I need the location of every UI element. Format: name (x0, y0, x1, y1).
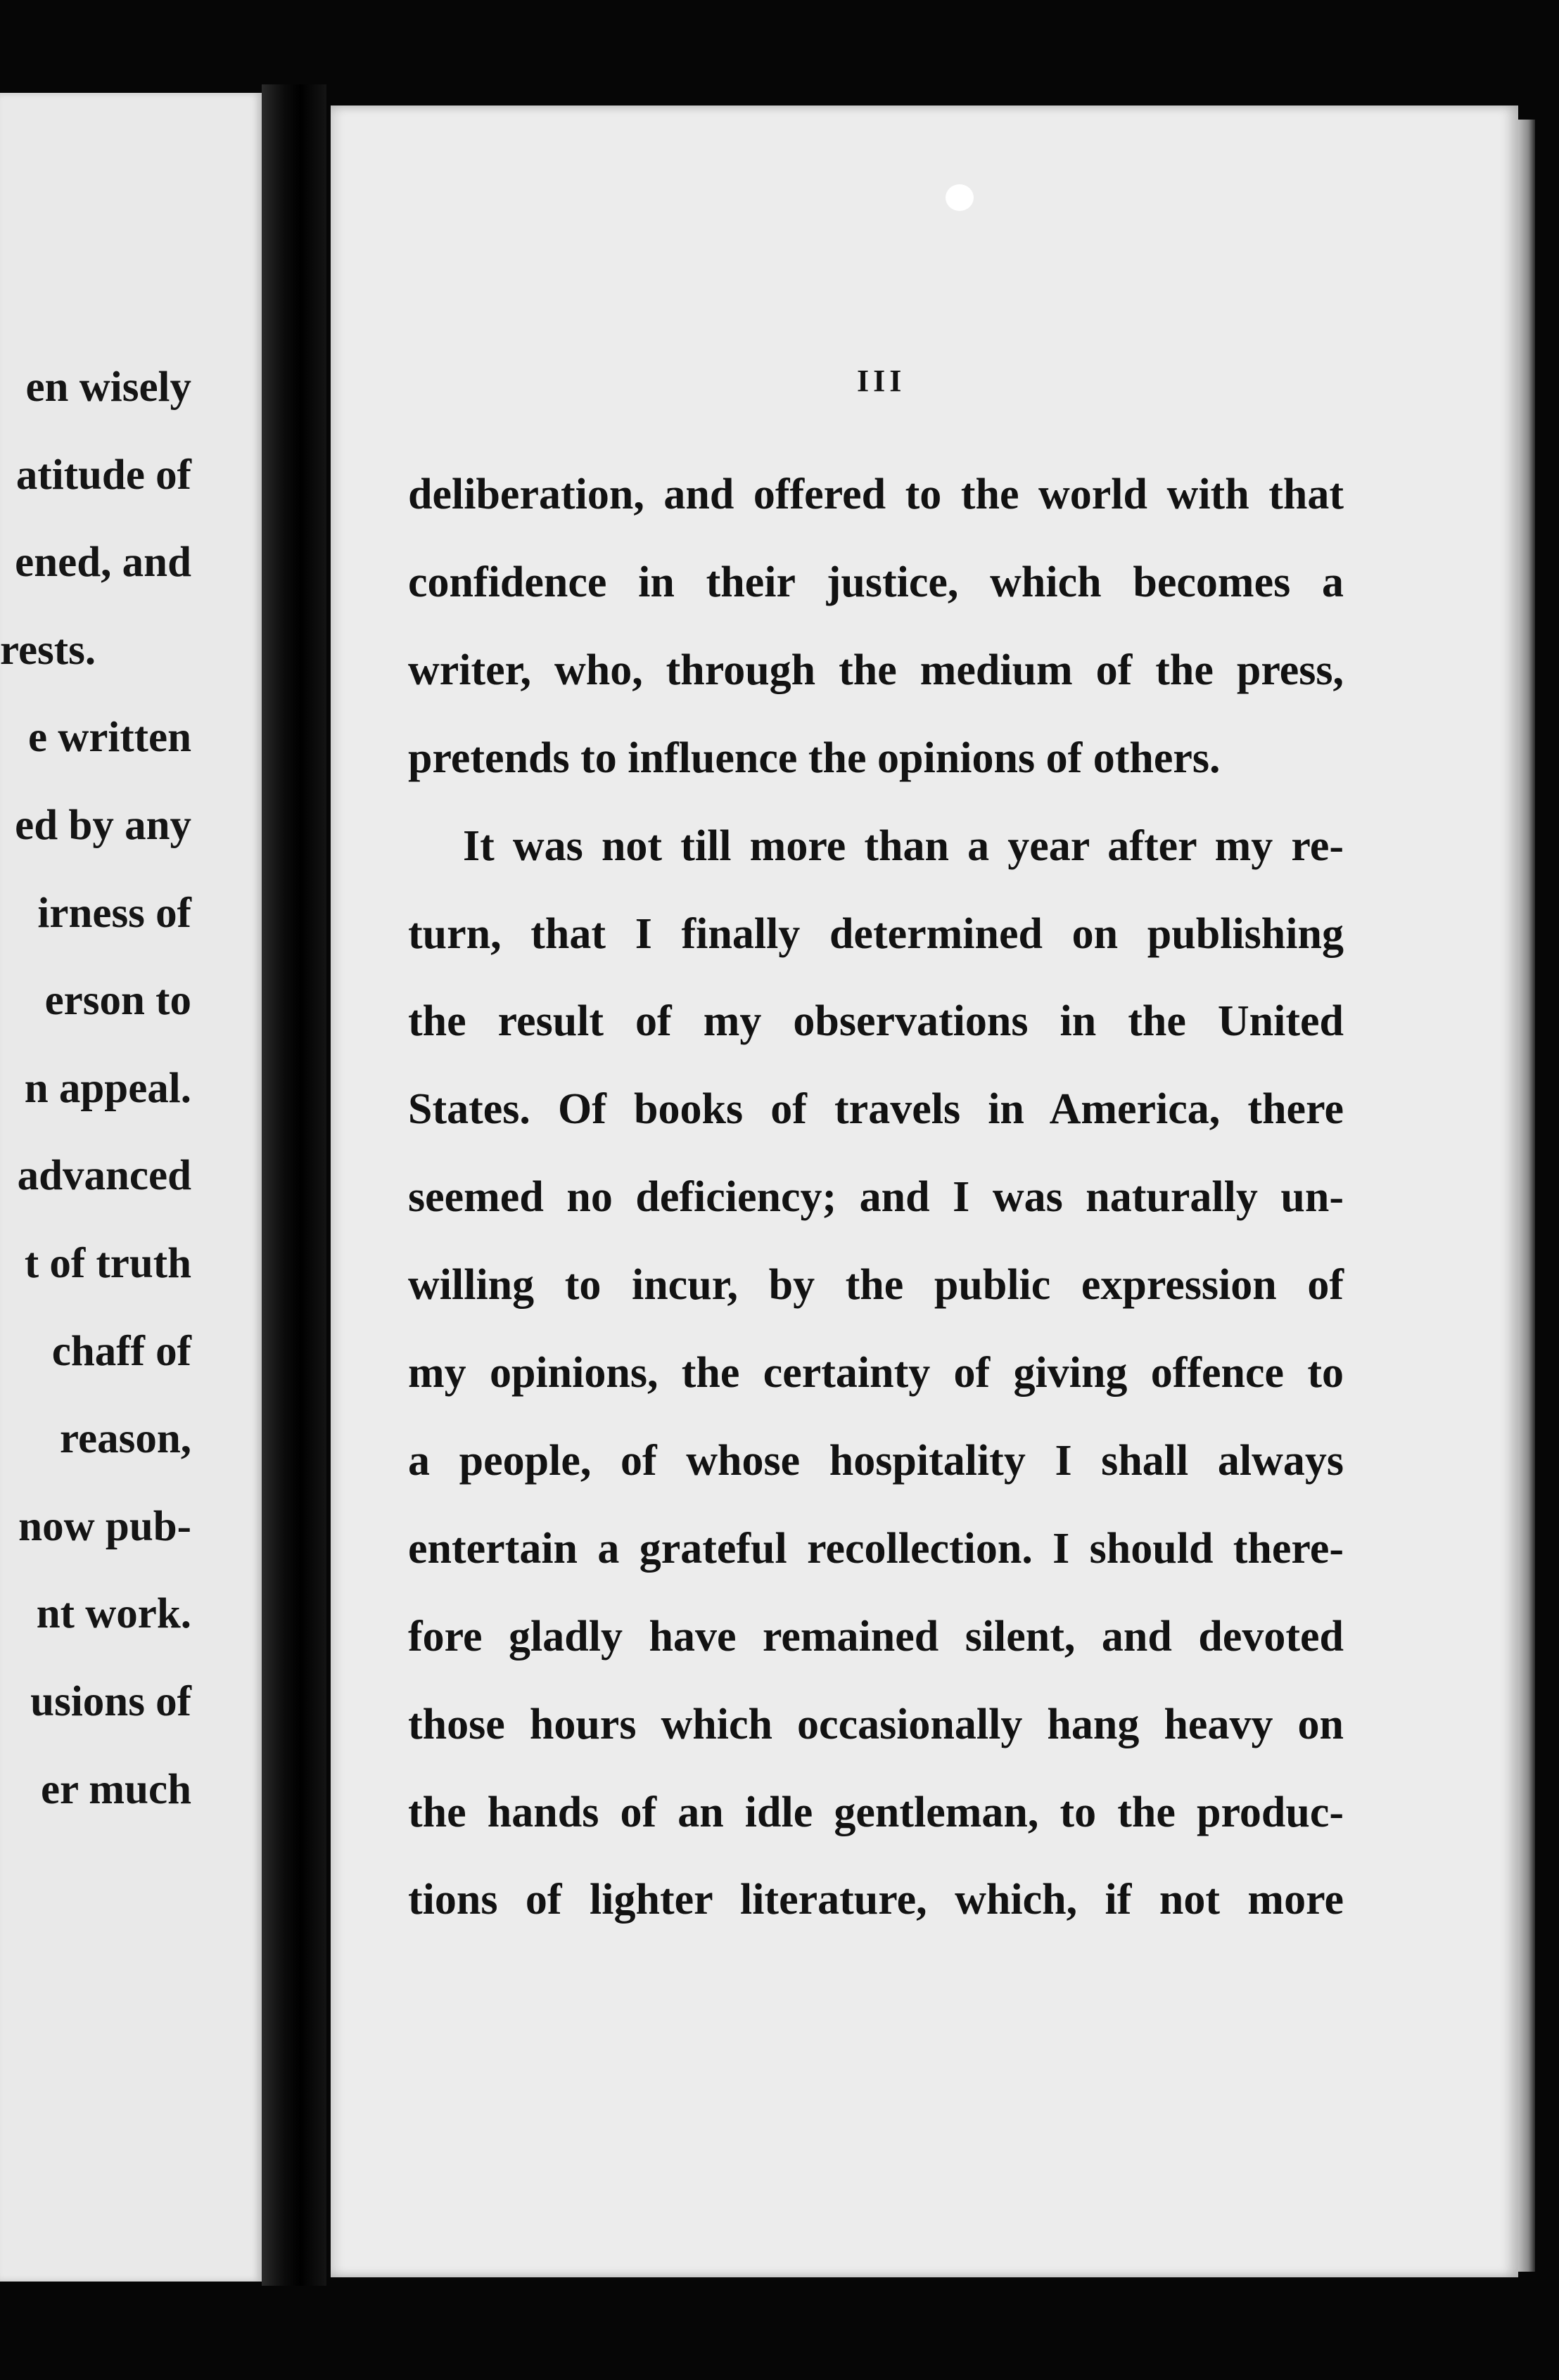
body-text-line: my opinions, the certainty of giving offence to (408, 1349, 1344, 1397)
body-text-line: deliberation, and offered to the world with that (408, 471, 1344, 518)
body-text-line: It was not till more than a year after my re- (463, 821, 1344, 870)
body-text-line: the result of my observations in the United (408, 997, 1344, 1046)
body-text-line: fore gladly have remained silent, and devoted (408, 1612, 1344, 1661)
body-text-line: turn, that I finally determined on publishing (408, 909, 1344, 958)
page-number: III (857, 364, 906, 398)
body-text-line: States. Of books of travels in America, there (408, 1085, 1344, 1134)
body-text-line: willing to incur, by the public expression of (408, 1261, 1344, 1310)
body-text-line: pretends to influence the opinions of others. (408, 734, 1221, 782)
body-text-line: those hours which occasionally hang heavy on (408, 1700, 1344, 1748)
body-text-line: confidence in their justice, which becomes a (408, 558, 1344, 606)
body-text-line: writer, who, through the medium of the press, (408, 646, 1344, 694)
left-page (0, 93, 262, 2282)
left-page-line: nt work. (36, 1590, 191, 1638)
left-page-line: advanced (17, 1152, 191, 1200)
body-text-line: entertain a grateful recollection. I should there- (408, 1524, 1344, 1573)
left-page-line: er much (40, 1765, 191, 1813)
page-edge (1518, 120, 1535, 2272)
book-gutter (262, 84, 326, 2286)
left-page-line: ed by any (15, 802, 191, 849)
paper-speck (946, 184, 974, 211)
left-page-line: n appeal. (24, 1064, 191, 1112)
left-page-line: erson to (44, 977, 191, 1025)
left-page-line: t of truth (24, 1240, 191, 1287)
left-page-line: rests. (0, 626, 96, 674)
left-page-line: reason, (60, 1415, 191, 1463)
left-page-line: usions of (30, 1678, 191, 1725)
left-page-line: irness of (37, 889, 191, 937)
body-text-line: the hands of an idle gentleman, to the produc- (408, 1788, 1344, 1836)
left-page-line: e written (27, 714, 191, 762)
left-page-line: chaff of (51, 1327, 191, 1375)
body-text-line: seemed no deficiency; and I was naturally un- (408, 1173, 1344, 1222)
left-page-line: atitude of (15, 451, 191, 499)
body-text-line: a people, of whose hospitality I shall always (408, 1436, 1344, 1485)
left-page-line: en wisely (25, 364, 191, 411)
left-page-line: now pub- (18, 1502, 191, 1550)
left-page-line: ened, and (15, 539, 191, 587)
body-text-line: tions of lighter literature, which, if not more (408, 1876, 1344, 1924)
